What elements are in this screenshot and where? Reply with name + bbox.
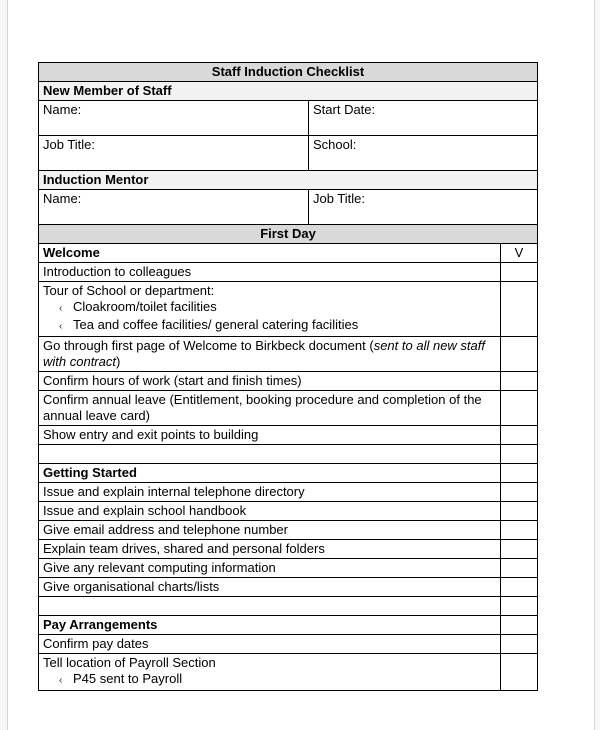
welcome-doc-text: Go through first page of Welcome to Birkbeck document ( [43, 338, 374, 353]
p45-label: P45 sent to Payroll [73, 671, 183, 686]
tick-box[interactable] [501, 635, 538, 654]
item-annual-leave: Confirm annual leave (Entitlement, booking procedure and completion of the annual leave card) [39, 391, 501, 426]
tick-box[interactable] [501, 372, 538, 391]
tick-box[interactable] [501, 616, 538, 635]
start-date-label: Start Date: [313, 102, 376, 117]
item-telephone-directory: Issue and explain internal telephone directory [39, 483, 501, 502]
payroll-sub-item [43, 671, 496, 689]
tour-sub-label: Cloakroom/toilet facilities [73, 299, 217, 314]
item-introduction: Introduction to colleagues [39, 263, 501, 282]
welcome-doc-close: ) [115, 354, 121, 369]
new-member-name-field[interactable] [39, 101, 309, 136]
bullet-icon: ‹ [59, 321, 63, 332]
tour-label: Tour of School or department: [43, 283, 215, 298]
first-day-row [39, 225, 538, 244]
tick-box[interactable] [501, 559, 538, 578]
tick-box[interactable] [501, 521, 538, 540]
pay-heading-row [39, 616, 538, 635]
welcome-heading: Welcome [39, 244, 501, 263]
name-label: Name: [43, 102, 82, 117]
checklist-row [39, 391, 538, 426]
item-org-charts: Give organisational charts/lists [39, 578, 501, 597]
checklist-title: Staff Induction Checklist [39, 63, 538, 82]
blank-row [39, 597, 538, 616]
mentor-heading-row [39, 171, 538, 190]
checklist-row [39, 372, 538, 391]
payroll-location-label: Tell location of Payroll Section [43, 655, 216, 670]
title-row [39, 63, 538, 82]
tick-box[interactable] [501, 337, 538, 372]
document-page [7, 0, 595, 730]
item-computing-info: Give any relevant computing information [39, 559, 501, 578]
item-team-drives: Explain team drives, shared and personal folders [39, 540, 501, 559]
new-member-name-row [39, 101, 538, 136]
first-day-heading: First Day [39, 225, 538, 244]
mentor-job-title-label: Job Title: [313, 191, 366, 206]
school-field[interactable] [309, 136, 538, 171]
tick-box[interactable] [501, 464, 538, 483]
item-email-telephone: Give email address and telephone number [39, 521, 501, 540]
checklist-row [39, 263, 538, 282]
getting-started-heading-row [39, 464, 538, 483]
tick-box[interactable] [501, 540, 538, 559]
blank-cell [39, 597, 501, 616]
induction-checklist-table [38, 62, 538, 691]
new-member-heading: New Member of Staff [39, 82, 538, 101]
item-pay-dates: Confirm pay dates [39, 635, 501, 654]
job-title-label: Job Title: [43, 137, 96, 152]
checklist-row [39, 540, 538, 559]
tour-sub-label: Tea and coffee facilities/ general catering facilities [73, 317, 359, 332]
welcome-doc-note: sent to all new staff with contract [43, 338, 485, 369]
blank-cell [39, 445, 501, 464]
item-school-handbook: Issue and explain school handbook [39, 502, 501, 521]
bullet-icon: ‹ [59, 675, 63, 686]
checklist-row [39, 337, 538, 372]
mentor-heading: Induction Mentor [39, 171, 538, 190]
tick-box[interactable] [501, 426, 538, 445]
new-member-job-row [39, 136, 538, 171]
new-member-job-title-field[interactable] [39, 136, 309, 171]
checklist-row [39, 635, 538, 654]
getting-started-heading: Getting Started [39, 464, 501, 483]
mentor-name-field[interactable] [39, 190, 309, 225]
new-member-heading-row [39, 82, 538, 101]
item-welcome-document [39, 337, 501, 372]
item-exits: Show entry and exit points to building [39, 426, 501, 445]
tick-box[interactable] [501, 483, 538, 502]
item-hours: Confirm hours of work (start and finish times) [39, 372, 501, 391]
tick-box[interactable] [501, 263, 538, 282]
mentor-row [39, 190, 538, 225]
school-label: School: [313, 137, 357, 152]
tick-column-header: V [501, 244, 538, 263]
tick-box[interactable] [501, 654, 538, 691]
mentor-name-label: Name: [43, 191, 82, 206]
tour-sub-item [43, 299, 496, 317]
tour-sub-item [43, 317, 496, 335]
bullet-icon: ‹ [59, 303, 63, 314]
welcome-heading-row [39, 244, 538, 263]
pay-arrangements-heading: Pay Arrangements [39, 616, 501, 635]
tick-box[interactable] [501, 282, 538, 337]
start-date-field[interactable] [309, 101, 538, 136]
blank-row [39, 445, 538, 464]
tick-box[interactable] [501, 391, 538, 426]
checklist-row [39, 502, 538, 521]
tick-box[interactable] [501, 502, 538, 521]
tick-box[interactable] [501, 597, 538, 616]
item-tour [39, 282, 501, 337]
checklist-row [39, 426, 538, 445]
item-payroll-location [39, 654, 501, 691]
checklist-row [39, 559, 538, 578]
mentor-job-title-field[interactable] [309, 190, 538, 225]
checklist-row [39, 578, 538, 597]
checklist-row [39, 521, 538, 540]
checklist-row [39, 483, 538, 502]
tick-box[interactable] [501, 445, 538, 464]
tick-box[interactable] [501, 578, 538, 597]
checklist-row [39, 654, 538, 691]
checklist-row [39, 282, 538, 337]
